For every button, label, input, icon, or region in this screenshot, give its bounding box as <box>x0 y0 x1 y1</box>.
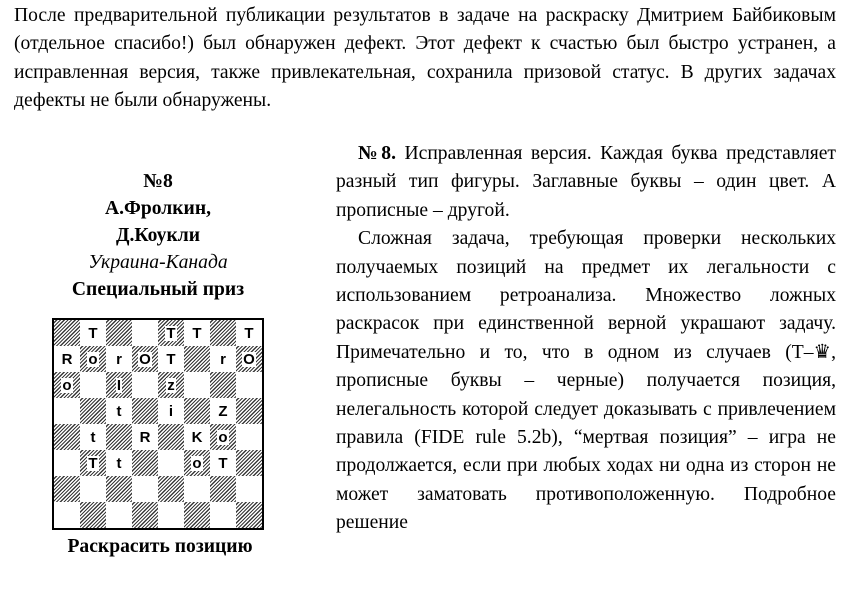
board-square <box>236 476 262 502</box>
solution-text <box>336 140 836 538</box>
board-square <box>132 424 158 450</box>
piece-letter: o <box>88 350 98 368</box>
board-square <box>106 476 132 502</box>
board-square <box>184 346 210 372</box>
board-square <box>54 398 80 424</box>
board-square <box>54 476 80 502</box>
piece-letter: t <box>116 402 122 420</box>
solution-heading: №8. <box>358 143 396 164</box>
board-square <box>106 398 132 424</box>
board-square <box>210 398 236 424</box>
board-square <box>158 424 184 450</box>
board-square <box>184 476 210 502</box>
piece-letter: Z <box>218 402 228 420</box>
problem-author-2: Д.Коукли <box>115 225 201 246</box>
board-square <box>54 346 80 372</box>
board-square <box>184 450 210 476</box>
board-square <box>106 502 132 528</box>
piece-letter: O <box>139 350 151 368</box>
board-square <box>184 398 210 424</box>
intro-paragraph: После предварительной публикации результатов в задаче на раскраску Дмитрием Байбиковым (отдельное спасибо!) был обнаружен дефект. Этот дефект к счастью был быстро устранен, а исправленная версия, также привлекательная, сохранила призовой статус. В других задачах дефекты не были обнаружены. <box>14 5 836 112</box>
board-square <box>106 346 132 372</box>
problem-award: Специальный приз <box>71 279 245 300</box>
board-square <box>184 372 210 398</box>
piece-letter: t <box>116 454 122 472</box>
board-square <box>158 346 184 372</box>
piece-letter: o <box>62 376 72 394</box>
board-square <box>80 346 106 372</box>
piece-letter: T <box>166 350 176 368</box>
board-square <box>210 320 236 346</box>
board-square <box>106 424 132 450</box>
piece-letter: K <box>191 428 203 446</box>
board-square <box>80 502 106 528</box>
board-square <box>54 424 80 450</box>
board-square <box>54 372 80 398</box>
solution-paragraph-1 <box>336 140 836 225</box>
board-square <box>132 502 158 528</box>
solution-intro-text: Исправленная версия. Каждая буква представляет разный тип фигуры. Заглавные буквы – один цвет. А прописные – другой. <box>336 143 836 221</box>
problem-header <box>38 168 278 303</box>
problem-author-1: А.Фролкин, <box>104 198 212 219</box>
board-square <box>106 372 132 398</box>
board-square <box>158 372 184 398</box>
board-square <box>158 398 184 424</box>
board-square <box>132 450 158 476</box>
board-square <box>80 476 106 502</box>
problem-number: №8 <box>143 171 173 192</box>
board-square <box>210 346 236 372</box>
piece-letter: O <box>243 350 255 368</box>
board-square <box>158 502 184 528</box>
chess-board <box>52 318 264 530</box>
piece-letter: T <box>244 324 254 342</box>
board-square <box>236 320 262 346</box>
board-square <box>132 372 158 398</box>
board-square <box>236 502 262 528</box>
solution-paragraph-2: Сложная задача, требующая проверки нескольких получаемых позиций на предмет их легальности с использованием ретроанализа. Множество ложных раскрасок при единственной верной украшают задачу. Примечательно и то, что в одном из случаев (T–♛, прописные буквы – черные) получается позиция, нелегальность которой следует доказывать с привлечением правила (FIDE rule 5.2b), “мертвая позиция” – игра не продолжается, если при любых ходах ни одна из сторон не может заматовать противоположенную. Подробное решение <box>336 228 836 534</box>
board-square <box>236 450 262 476</box>
board-square <box>184 320 210 346</box>
board-square <box>80 372 106 398</box>
piece-letter: r <box>220 350 226 368</box>
board-square <box>210 502 236 528</box>
board-square <box>132 320 158 346</box>
board-square <box>80 450 106 476</box>
board-square <box>106 450 132 476</box>
board-square <box>132 476 158 502</box>
piece-letter: z <box>167 376 175 394</box>
board-square <box>236 398 262 424</box>
problem-country: Украина-Канада <box>88 252 228 273</box>
board-square <box>236 424 262 450</box>
board-square <box>158 476 184 502</box>
board-square <box>80 424 106 450</box>
board-square <box>184 502 210 528</box>
piece-letter: o <box>192 454 202 472</box>
board-square <box>210 372 236 398</box>
board-square <box>210 450 236 476</box>
piece-letter: t <box>90 428 96 446</box>
piece-letter: T <box>192 324 202 342</box>
board-square <box>210 424 236 450</box>
board-square <box>236 346 262 372</box>
piece-letter: T <box>218 454 228 472</box>
board-square <box>236 372 262 398</box>
board-square <box>80 320 106 346</box>
piece-letter: R <box>61 350 73 368</box>
board-square <box>184 424 210 450</box>
board-square <box>210 476 236 502</box>
board-square <box>54 320 80 346</box>
piece-letter: I <box>116 376 122 394</box>
piece-letter: R <box>139 428 151 446</box>
piece-letter: T <box>166 324 176 342</box>
board-square <box>54 502 80 528</box>
board-square <box>158 320 184 346</box>
board-square <box>158 450 184 476</box>
board-square <box>132 398 158 424</box>
piece-letter: T <box>88 324 98 342</box>
piece-letter: T <box>88 454 98 472</box>
board-square <box>80 398 106 424</box>
board-square <box>106 320 132 346</box>
piece-letter: i <box>168 402 174 420</box>
board-caption: Раскрасить позицию <box>67 536 253 557</box>
board-square <box>54 450 80 476</box>
piece-letter: r <box>116 350 122 368</box>
board-square <box>132 346 158 372</box>
piece-letter: o <box>218 428 228 446</box>
